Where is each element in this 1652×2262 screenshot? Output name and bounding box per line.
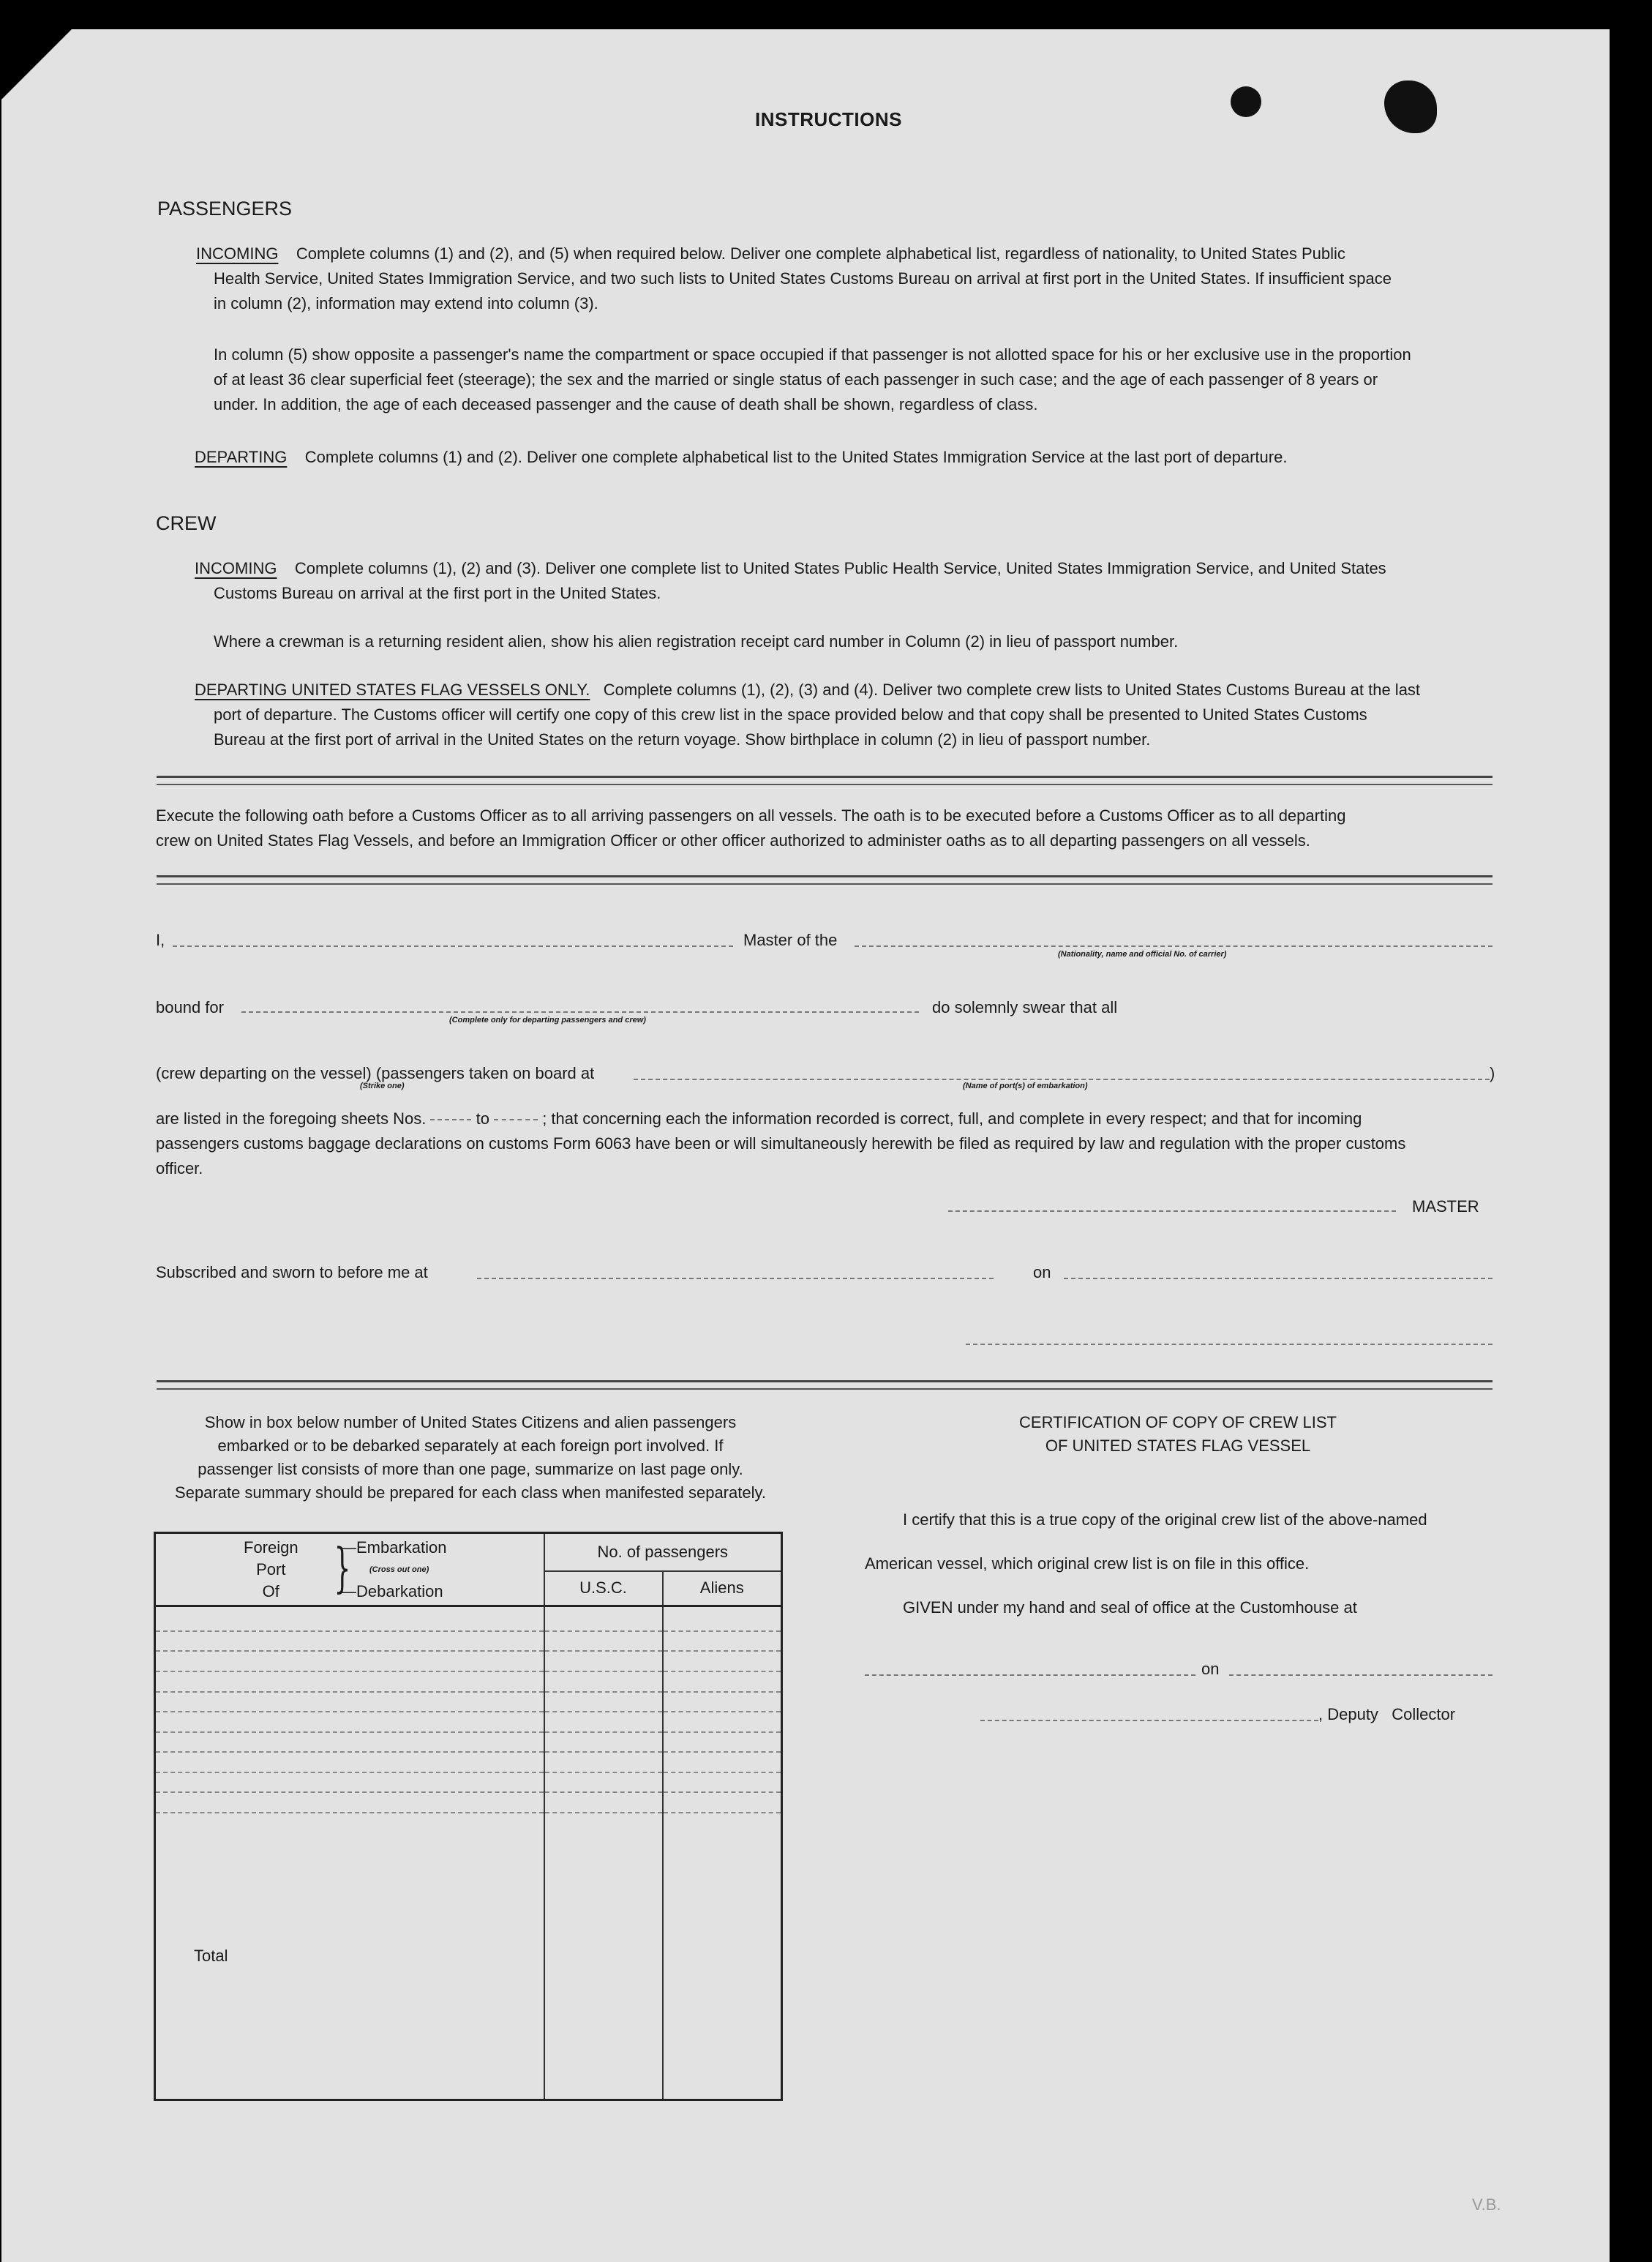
table-row[interactable]	[155, 1692, 782, 1712]
text-line: In column (5) show opposite a passenger's name the compartment or space occupied if that passenger is not allotted space for his or her exclusive use in the proportion	[214, 345, 1411, 364]
port-cell[interactable]	[155, 1732, 544, 1753]
port-header	[155, 1533, 544, 1606]
usc-header: U.S.C.	[544, 1571, 663, 1606]
master-label: MASTER	[1412, 1197, 1479, 1216]
double-rule	[157, 875, 1493, 885]
text-line: Complete columns (1) and (2), and (5) when required below. Deliver one complete alphabetical list, regardless of nationality, to United States Public	[296, 244, 1345, 263]
cross-out-note: (Cross out one)	[369, 1565, 429, 1574]
text-line: under. In addition, the age of each deceased passenger and the cause of death shall be shown, regardless of class.	[214, 395, 1038, 413]
usc-cell[interactable]	[544, 1732, 663, 1753]
usc-cell[interactable]	[544, 1712, 663, 1732]
cert-date-field[interactable]	[1229, 1674, 1493, 1676]
crew-departing-block	[195, 678, 1504, 752]
passengers-incoming-block	[196, 241, 1498, 316]
officer-signature-field[interactable]	[966, 1344, 1493, 1345]
nationality-note: (Nationality, name and official No. of carrier)	[1058, 950, 1227, 959]
aliens-cell[interactable]	[663, 1752, 782, 1772]
text-line: of at least 36 clear superficial feet (steerage); the sex and the married or single status of each passenger in such case; and the age of each passenger of 8 years or	[214, 370, 1378, 389]
text-line: crew on United States Flag Vessels, and before an Immigration Officer or other officer authorized to administer oaths as to all departing passengers on all vessels.	[156, 831, 1310, 850]
aliens-cell[interactable]	[663, 1631, 782, 1652]
swear-label: do solemnly swear that all	[932, 998, 1118, 1016]
oath-statement	[156, 1106, 1502, 1181]
double-rule	[157, 776, 1493, 785]
text-line: Execute the following oath before a Customs Officer as to all arriving passengers on all vessels. The oath is to be executed before a Customs Officer as to all departing	[156, 806, 1346, 825]
usc-cell[interactable]	[544, 1651, 663, 1671]
text-line: passenger list consists of more than one page, summarize on last page only.	[198, 1460, 743, 1478]
strike-note: (Strike one)	[360, 1082, 405, 1090]
port-cell[interactable]	[155, 1671, 544, 1692]
total-row	[155, 1813, 782, 2100]
text-line: Customs Bureau on arrival at the first port in the United States.	[214, 584, 661, 602]
port-cell[interactable]	[155, 1792, 544, 1813]
aliens-cell[interactable]	[663, 1606, 782, 1631]
embarkation-label: —Embarkation	[340, 1538, 447, 1557]
sheet-from-field[interactable]	[430, 1119, 471, 1120]
deputy-collector-label: , Deputy Collector	[1318, 1705, 1456, 1723]
port-cell[interactable]	[155, 1606, 544, 1631]
port-label: Port	[256, 1560, 286, 1578]
total-label: Total	[155, 1813, 544, 2100]
table-row[interactable]	[155, 1732, 782, 1753]
table-row[interactable]	[155, 1712, 782, 1732]
embarkation-port-field[interactable]	[634, 1079, 1490, 1080]
table-row[interactable]	[155, 1651, 782, 1671]
to-label: to	[476, 1109, 489, 1128]
usc-total-cell[interactable]	[544, 1813, 663, 2100]
table-row[interactable]	[155, 1671, 782, 1692]
listed-rest: ; that concerning each the information recorded is correct, full, and complete in every respect; and that for incoming	[542, 1109, 1362, 1128]
departing-flag-label: DEPARTING UNITED STATES FLAG VESSELS ONLY.	[195, 681, 590, 699]
passengers-departing-block	[195, 445, 1497, 470]
summary-instructions	[156, 1411, 785, 1505]
crew-incoming-block	[195, 556, 1504, 606]
cert-on-label: on	[1201, 1660, 1220, 1678]
sworn-date-field[interactable]	[1064, 1278, 1493, 1279]
sheet-to-field[interactable]	[494, 1119, 538, 1120]
double-rule	[157, 1380, 1493, 1390]
crew-heading: CREW	[156, 512, 217, 534]
brace-icon: }	[334, 1537, 351, 1598]
debarkation-label: —Debarkation	[340, 1582, 443, 1600]
aliens-cell[interactable]	[663, 1692, 782, 1712]
foreign-label: Foreign	[244, 1538, 299, 1557]
master-signature-field[interactable]	[948, 1210, 1396, 1212]
on-label: on	[1033, 1263, 1051, 1281]
port-note: (Name of port(s) of embarkation)	[963, 1082, 1088, 1090]
text-line: Separate summary should be prepared for each class when manifested separately.	[175, 1483, 766, 1502]
certification-title	[863, 1411, 1493, 1458]
aliens-cell[interactable]	[663, 1732, 782, 1753]
sworn-place-field[interactable]	[477, 1278, 994, 1279]
port-cell[interactable]	[155, 1631, 544, 1652]
aliens-cell[interactable]	[663, 1671, 782, 1692]
text-line: Complete columns (1) and (2). Deliver one complete alphabetical list to the United States Immigration Service at the last port of departure.	[304, 448, 1288, 466]
port-cell[interactable]	[155, 1712, 544, 1732]
certification-line: GIVEN under my hand and seal of office at the Customhouse at	[903, 1598, 1357, 1617]
of-label: Of	[262, 1582, 279, 1600]
aliens-total-cell[interactable]	[663, 1813, 782, 2100]
complete-note: (Complete only for departing passengers and crew)	[449, 1016, 646, 1025]
text-line: Show in box below number of United States Citizens and alien passengers	[204, 1413, 737, 1431]
text-line: CERTIFICATION OF COPY OF CREW LIST	[1019, 1413, 1337, 1431]
table-row[interactable]	[155, 1752, 782, 1772]
usc-cell[interactable]	[544, 1671, 663, 1692]
oath-i-label: I,	[156, 931, 165, 949]
table-row[interactable]	[155, 1772, 782, 1793]
listed-prefix: are listed in the foregoing sheets Nos.	[156, 1109, 427, 1128]
punch-hole-mark	[1231, 86, 1261, 117]
incoming-label: INCOMING	[195, 559, 277, 577]
master-name-field[interactable]	[173, 945, 733, 947]
text-line: in column (2), information may extend into column (3).	[214, 294, 598, 312]
column5-block	[214, 342, 1501, 417]
text-line: officer.	[156, 1159, 203, 1177]
aliens-cell[interactable]	[663, 1651, 782, 1671]
port-cell[interactable]	[155, 1692, 544, 1712]
oath-intro	[156, 804, 1502, 853]
bound-for-label: bound for	[156, 998, 224, 1016]
passengers-heading: PASSENGERS	[157, 198, 293, 220]
page-title: INSTRUCTIONS	[755, 108, 902, 130]
departing-label: DEPARTING	[195, 448, 288, 466]
close-paren: )	[1490, 1064, 1495, 1082]
text-line: Health Service, United States Immigration Service, and two such lists to United States Customs Bureau on arrival at first port in the United States. If insufficient space	[214, 269, 1392, 288]
passenger-summary-table	[154, 1532, 783, 2101]
port-cell[interactable]	[155, 1772, 544, 1793]
carrier-field[interactable]	[855, 945, 1493, 947]
crew-departing-label: (crew departing on the vessel) (passengers taken on board at	[156, 1064, 595, 1082]
text-line: OF UNITED STATES FLAG VESSEL	[1045, 1437, 1311, 1455]
port-cell[interactable]	[155, 1651, 544, 1671]
customhouse-field[interactable]	[865, 1674, 1195, 1676]
aliens-header: Aliens	[663, 1571, 782, 1606]
table-row[interactable]	[155, 1631, 782, 1652]
aliens-cell[interactable]	[663, 1712, 782, 1732]
certification-line: American vessel, which original crew list is on file in this office.	[865, 1554, 1310, 1573]
bound-for-field[interactable]	[241, 1011, 919, 1013]
footer-mark: V.B.	[1472, 2195, 1501, 2214]
crew-resident-text: Where a crewman is a returning resident alien, show his alien registration receipt card number in Column (2) in lieu of passport number.	[214, 632, 1179, 651]
no-passengers-header: No. of passengers	[544, 1533, 782, 1571]
deputy-signature-field[interactable]	[980, 1720, 1318, 1721]
subscribed-label: Subscribed and sworn to before me at	[156, 1263, 428, 1281]
incoming-label: INCOMING	[196, 244, 279, 263]
table-row[interactable]	[155, 1792, 782, 1813]
text-line: passengers customs baggage declarations on customs Form 6063 have been or will simultaneously herewith be filed as required by law and regulation with the proper customs	[156, 1134, 1406, 1153]
aliens-cell[interactable]	[663, 1792, 782, 1813]
usc-cell[interactable]	[544, 1752, 663, 1772]
usc-cell[interactable]	[544, 1772, 663, 1793]
port-cell[interactable]	[155, 1752, 544, 1772]
text-line: port of departure. The Customs officer will certify one copy of this crew list in the space provided below and that copy shall be presented to United States Customs	[214, 705, 1367, 724]
table-row[interactable]	[155, 1606, 782, 1631]
text-line: embarked or to be debarked separately at each foreign port involved. If	[217, 1437, 724, 1455]
usc-cell[interactable]	[544, 1631, 663, 1652]
text-line: Complete columns (1), (2) and (3). Deliver one complete list to United States Public Health Service, United States Immigration Service, and United States	[294, 559, 1386, 577]
master-of-label: Master of the	[743, 931, 838, 949]
text-line: Complete columns (1), (2), (3) and (4). Deliver two complete crew lists to United States Customs Bureau at the last	[603, 681, 1421, 699]
aliens-cell[interactable]	[663, 1772, 782, 1793]
usc-cell[interactable]	[544, 1692, 663, 1712]
text-line: Bureau at the first port of arrival in the United States on the return voyage. Show birthplace in column (2) in lieu of passport number.	[214, 730, 1151, 749]
certification-line: I certify that this is a true copy of the original crew list of the above-named	[903, 1510, 1427, 1529]
usc-cell[interactable]	[544, 1792, 663, 1813]
usc-cell[interactable]	[544, 1606, 663, 1631]
